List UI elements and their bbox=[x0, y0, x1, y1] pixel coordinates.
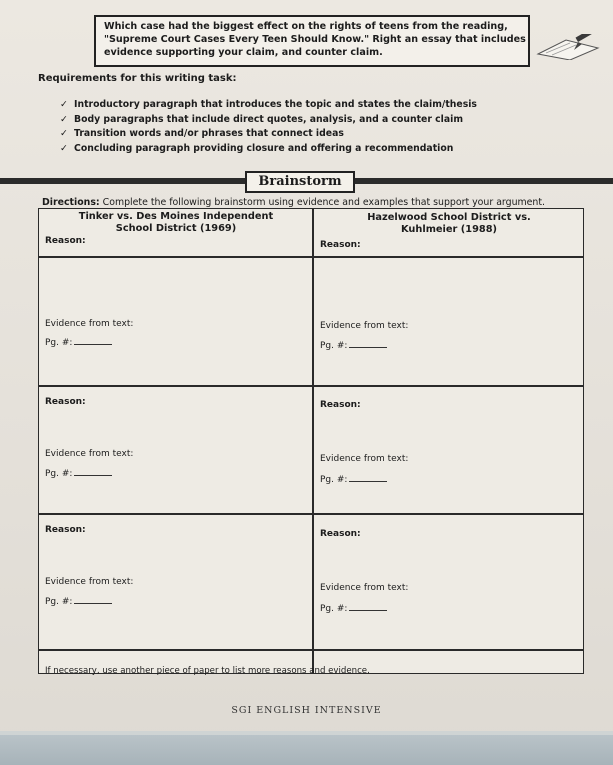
reason-label: Reason: bbox=[45, 525, 86, 535]
page-number-field: Pg. #: bbox=[320, 339, 387, 351]
prompt-line: Which case had the biggest effect on the rights of teens from the reading, bbox=[104, 21, 508, 32]
requirement-item: ✓ Introductory paragraph that introduces the topic and states the claim/thesis bbox=[60, 98, 477, 113]
requirement-item: ✓ Transition words and/or phrases that connect ideas bbox=[60, 127, 477, 142]
check-icon: ✓ bbox=[60, 128, 68, 139]
row-divider bbox=[39, 256, 583, 258]
reason-label: Reason: bbox=[45, 397, 86, 407]
page-number-field: Pg. #: bbox=[45, 595, 112, 607]
prompt-line: evidence supporting your claim, and counter claim. bbox=[104, 47, 383, 58]
evidence-label: Evidence from text: bbox=[320, 321, 409, 331]
row-divider bbox=[39, 649, 583, 651]
prompt-line: "Supreme Court Cases Every Teen Should Know." Right an essay that includes bbox=[104, 34, 526, 45]
essay-prompt-box bbox=[94, 15, 530, 67]
left-column-header: Tinker vs. Des Moines Independent School District (1969) bbox=[78, 211, 274, 234]
evidence-label: Evidence from text: bbox=[45, 319, 134, 329]
evidence-label: Evidence from text: bbox=[45, 449, 134, 459]
reason-label: Reason: bbox=[320, 240, 361, 250]
page-number-field: Pg. #: bbox=[320, 473, 387, 485]
reason-label: Reason: bbox=[45, 236, 86, 246]
column-divider bbox=[312, 209, 314, 673]
page-number-field: Pg. #: bbox=[320, 602, 387, 614]
requirement-item: ✓ Body paragraphs that include direct quotes, analysis, and a counter claim bbox=[60, 113, 477, 128]
evidence-label: Evidence from text: bbox=[320, 583, 409, 593]
page-number-field: Pg. #: bbox=[45, 467, 112, 479]
page-number-field: Pg. #: bbox=[45, 336, 112, 348]
table-footer-note: If necessary, use another piece of paper to list more reasons and evidence. bbox=[45, 666, 370, 676]
requirements-list bbox=[60, 98, 477, 156]
requirements-title: Requirements for this writing task: bbox=[38, 73, 237, 84]
check-icon: ✓ bbox=[60, 99, 68, 110]
evidence-label: Evidence from text: bbox=[45, 577, 134, 587]
right-column-header: Hazelwood School District vs. Kuhlmeier (1988) bbox=[367, 212, 531, 235]
directions-text: Complete the following brainstorm using evidence and examples that support your argument. bbox=[102, 197, 546, 208]
reason-label: Reason: bbox=[320, 400, 361, 410]
evidence-label: Evidence from text: bbox=[320, 454, 409, 464]
requirement-item: ✓ Concluding paragraph providing closure and offering a recommendation bbox=[60, 142, 477, 157]
row-divider bbox=[39, 385, 583, 387]
footer-brand: SGI ENGLISH INTENSIVE bbox=[231, 705, 382, 716]
check-icon: ✓ bbox=[60, 113, 68, 125]
reason-label: Reason: bbox=[320, 529, 361, 539]
bottom-band bbox=[0, 735, 613, 765]
pencil-paper-icon bbox=[536, 34, 608, 60]
directions bbox=[42, 197, 545, 208]
check-icon: ✓ bbox=[60, 142, 68, 154]
brainstorm-heading: Brainstorm bbox=[245, 171, 355, 193]
directions-label: Directions: bbox=[42, 197, 100, 208]
brainstorm-table bbox=[38, 208, 584, 674]
row-divider bbox=[39, 513, 583, 515]
